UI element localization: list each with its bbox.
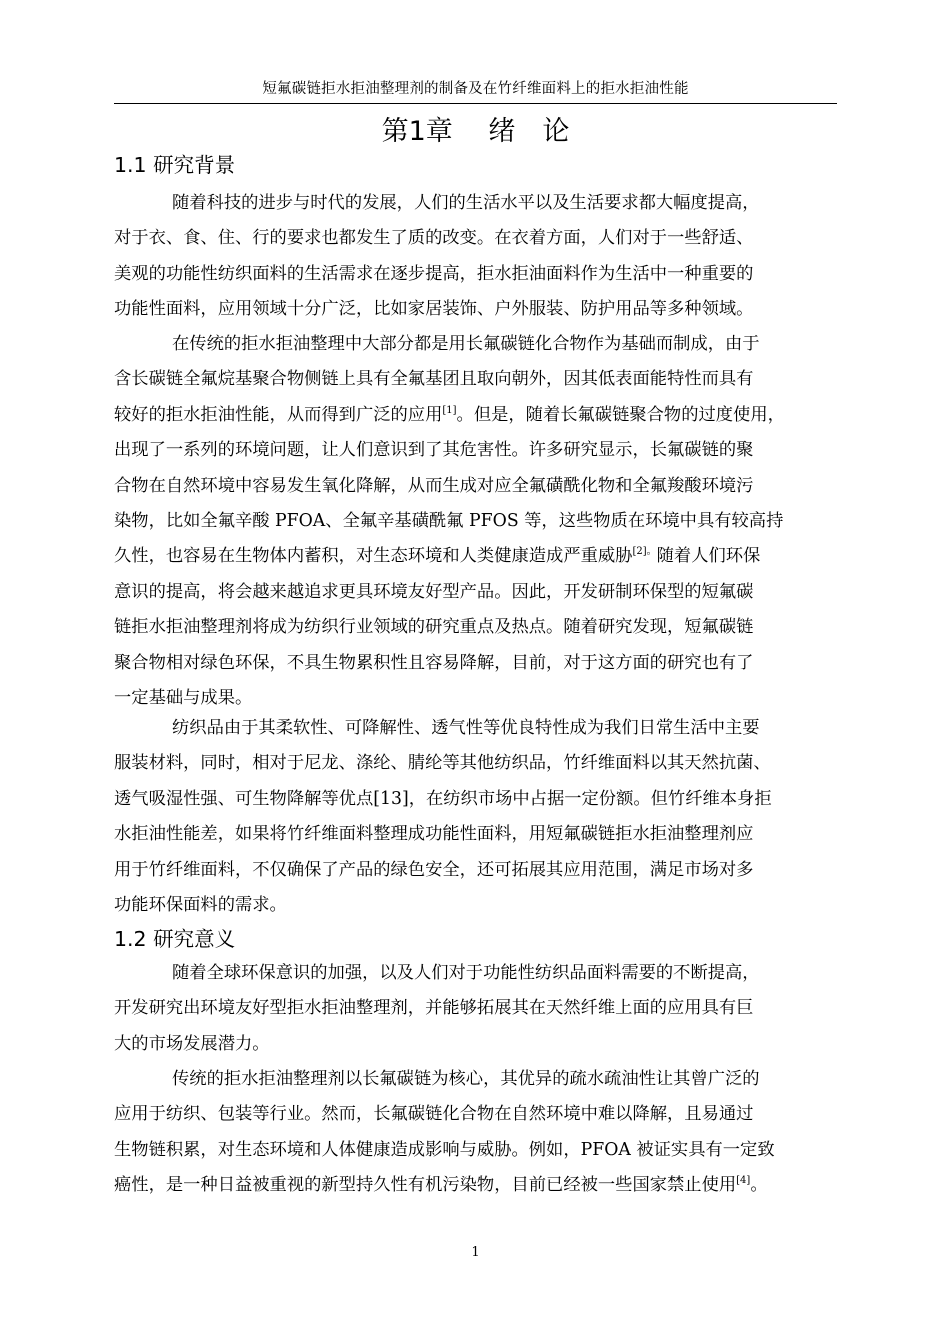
text-line: 对于衣、食、住、行的要求也都发生了质的改变。在衣着方面，人们对于一些舒适、 [114,228,754,249]
text-fragment: 。但是，随着长氟碳链聚合物的过度使用， [456,404,785,425]
paragraph [114,956,760,1062]
text-line: 用于竹纤维面料，不仅确保了产品的绿色安全，还可拓展其应用范围，满足市场对多 [114,859,754,880]
text-line-with-citation [114,398,785,433]
text-line: 服装材料，同时，相对于尼龙、涤纶、腈纶等其他纺织品，竹纤维面料以其天然抗菌、 [114,753,771,774]
text-line: 含长碳链全氟烷基聚合物侧链上具有全氟基团且取向朝外，因其低表面能特性而具有 [114,369,754,390]
text-line: 随着全球环保意识的加强，以及人们对于功能性纺织品面料需要的不断提高， [172,963,760,983]
text-line: 大的市场发展潜力。 [114,1033,270,1054]
citation-ref: [2]。 [632,546,657,558]
text-line: 随着科技的进步与时代的发展，人们的生活水平以及生活要求都大幅度提高， [172,193,760,213]
text-line: 水拒油性能差，如果将竹纤维面料整理成功能性面料，用短氟碳链拒水拒油整理剂应 [114,824,754,845]
text-line: 透气吸湿性强、可生物降解等优点[13]，在纺织市场中占据一定份额。但竹纤维本身拒 [114,788,772,809]
text-line: 在传统的拒水拒油整理中大部分都是用长氟碳链化合物作为基础而制成，由于 [172,334,760,354]
text-fragment: 较好的拒水拒油性能，从而得到广泛的应用 [114,404,443,425]
text-line: 合物在自然环境中容易发生氧化降解，从而生成对应全氟磺酰化物和全氟羧酸环境污 [114,475,754,496]
text-line: 聚合物相对绿色环保，不具生物累积性且容易降解，目前，对于这方面的研究也有了 [114,652,754,673]
citation-ref: [1] [442,404,457,416]
text-line: 美观的功能性纺织面料的生活需求在逐步提高，拒水拒油面料作为生活中一种重要的 [114,263,754,284]
running-header: 短氟碳链拒水拒油整理剂的制备及在竹纤维面料上的拒水拒油性能 [262,81,689,97]
text-line-with-citation [114,539,785,574]
text-line: 出现了一系列的环境问题，让人们意识到了其危害性。许多研究显示，长氟碳链的聚 [114,440,754,461]
text-fragment: 。 [750,1175,768,1196]
page-number: 1 [471,1245,480,1260]
text-line: 应用于纺织、包装等行业。然而，长氟碳链化合物在自然环境中难以降解，且易通过 [114,1104,754,1125]
text-fragment: 癌性，是一种日益被重视的新型持久性有机污染物，目前已经被一些国家禁止使用 [114,1175,737,1196]
paragraph [114,1062,775,1204]
text-line: 功能性面料，应用领域十分广泛，比如家居装饰、户外服装、防护用品等多种领域。 [114,299,754,320]
text-line: 纺织品由于其柔软性、可降解性、透气性等优良特性成为我们日常生活中主要 [172,718,760,738]
paragraph [114,711,772,923]
text-line: 功能环保面料的需求。 [114,894,287,915]
text-fragment: 随着人们环保 [656,546,761,567]
header-rule [114,103,837,104]
citation-ref: [4] [736,1175,751,1187]
paragraph [114,327,785,716]
text-line: 链拒水拒油整理剂将成为纺织行业领域的研究重点及热点。随着研究发现，短氟碳链 [114,617,754,638]
text-line: 染物，比如全氟辛酸 PFOA、全氟辛基磺酰氟 PFOS 等，这些物质在环境中具有较高持 [114,510,784,531]
text-line-with-citation [114,1168,775,1203]
text-fragment: 久性，也容易在生物体内蓄积，对生态环境和人类健康造成严重威胁 [114,546,633,567]
paragraph [114,186,760,328]
section-heading-1-2: 1.2 研究意义 [114,927,236,951]
text-line: 传统的拒水拒油整理剂以长氟碳链为核心，其优异的疏水疏油性让其曾广泛的 [172,1069,760,1089]
text-line: 意识的提高，将会越来越追求更具环境友好型产品。因此，开发研制环保型的短氟碳 [114,581,754,602]
chapter-title: 第1章 绪 论 [381,116,570,147]
text-line: 生物链积累，对生态环境和人体健康造成影响与威胁。例如，PFOA 被证实具有一定致 [114,1139,775,1160]
text-line: 开发研究出环境友好型拒水拒油整理剂，并能够拓展其在天然纤维上面的应用具有巨 [114,998,754,1019]
text-line: 一定基础与成果。 [114,687,253,708]
section-heading-1-1: 1.1 研究背景 [114,153,236,177]
